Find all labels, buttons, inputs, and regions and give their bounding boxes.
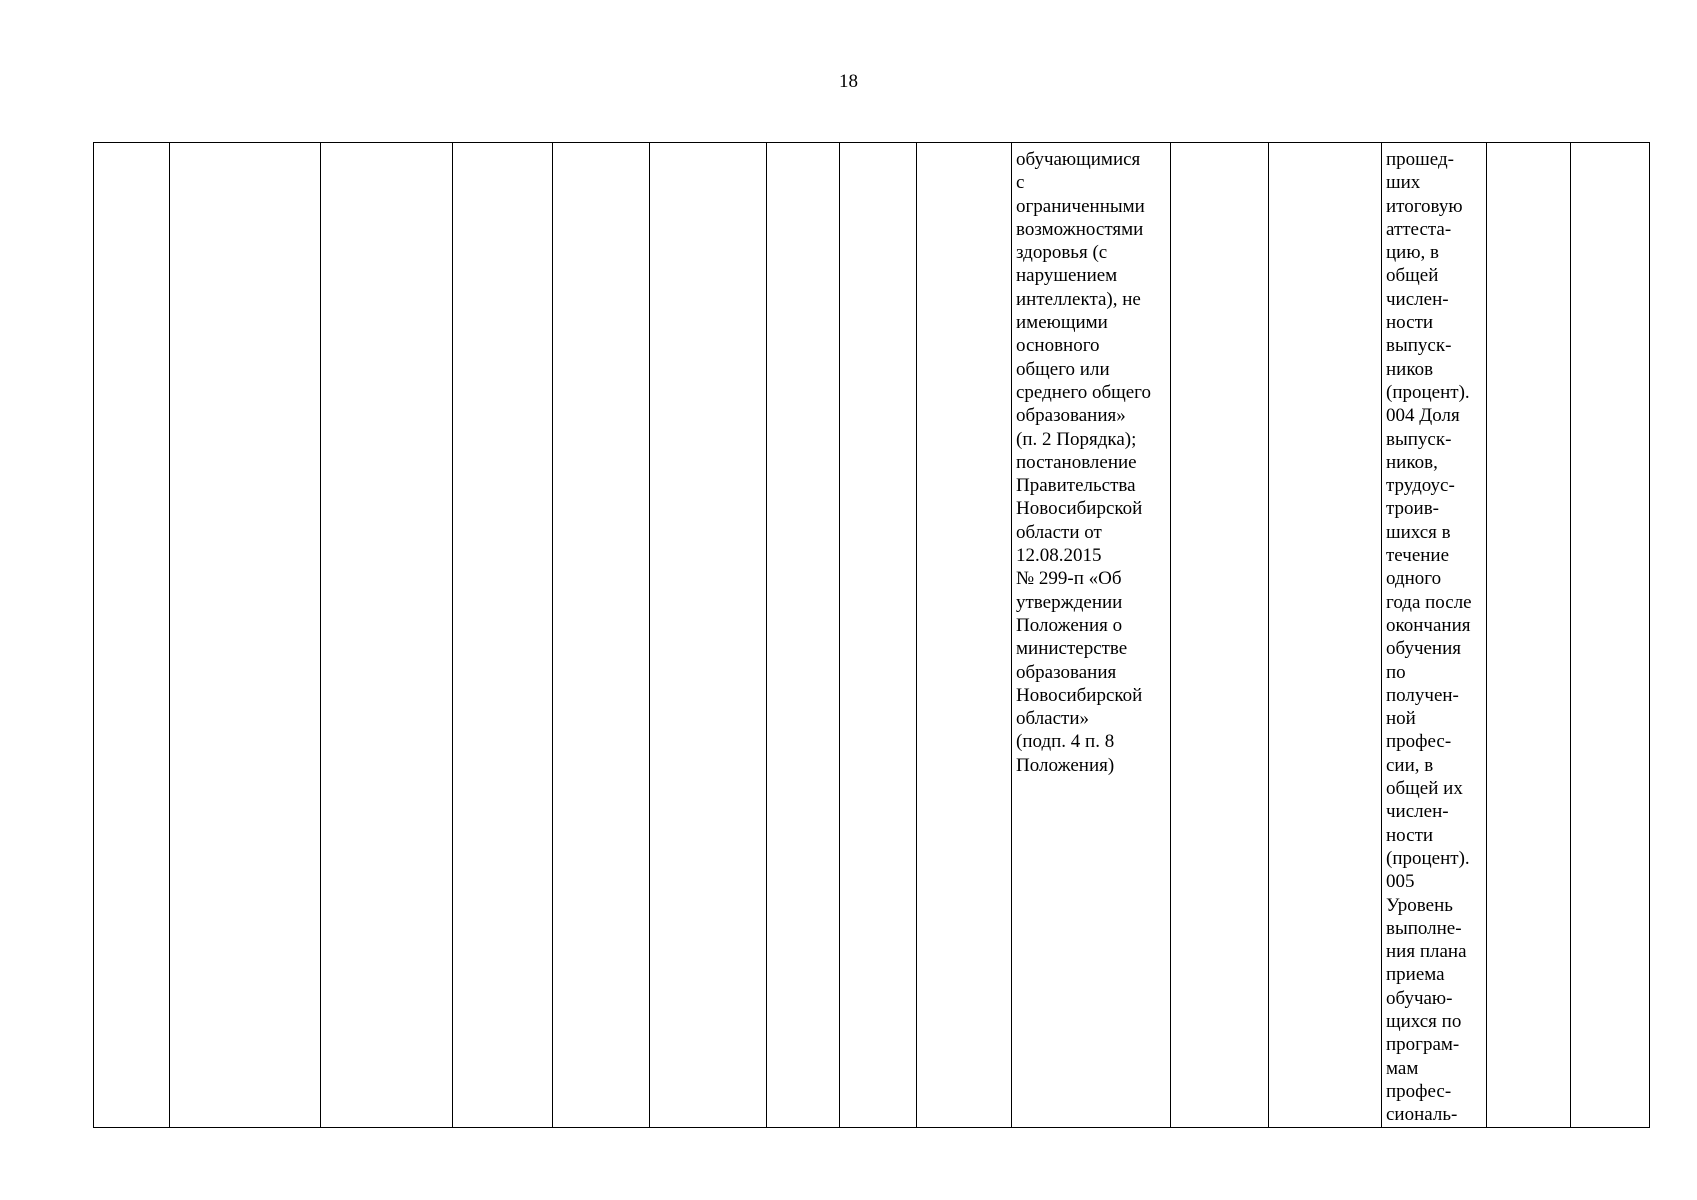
table-cell-col8 (840, 143, 917, 1128)
table-cell-col2 (170, 143, 321, 1128)
table-row (94, 143, 1650, 1128)
document-table (93, 142, 1650, 1128)
table-cell-col7 (767, 143, 840, 1128)
table-cell-col11 (1171, 143, 1269, 1128)
indicators-text: прошед- ших итоговую аттеста- цию, в общей числен- ности выпуск- ников (процент). 004 Доля выпуск- ников, трудоус- троив- шихся в течение одного года после окончания обучения по получен- ной профес- сии, в общей их числен- ности (процент). 005 Уровень выполне- ния плана приема обучаю- щихся по програм- мам профес- сиональ- (1386, 149, 1472, 1126)
table-cell-col10 (1012, 143, 1171, 1128)
legal-basis-text: обучающимися с ограниченными возможностями здоровья (с нарушением интеллекта), не имеющими основного общего или среднего общего образования» (п. 2 Порядка); постановление Правительства Новосибирской области от 12.08.2015 № 299-п «Об утверждении Положения о министерстве образования Новосибирской области» (подп. 4 п. 8 Положения) (1016, 149, 1152, 776)
table-cell-col13 (1382, 143, 1487, 1128)
table-cell-col3 (321, 143, 453, 1128)
table-cell-col6 (650, 143, 767, 1128)
table-cell-col1 (94, 143, 170, 1128)
table-cell-col4 (453, 143, 553, 1128)
table-cell-col14 (1487, 143, 1571, 1128)
table-cell-col15 (1571, 143, 1650, 1128)
table-cell-col12 (1269, 143, 1382, 1128)
table-cell-col5 (553, 143, 650, 1128)
table-cell-col9 (917, 143, 1012, 1128)
page-number: 18 (839, 71, 858, 92)
